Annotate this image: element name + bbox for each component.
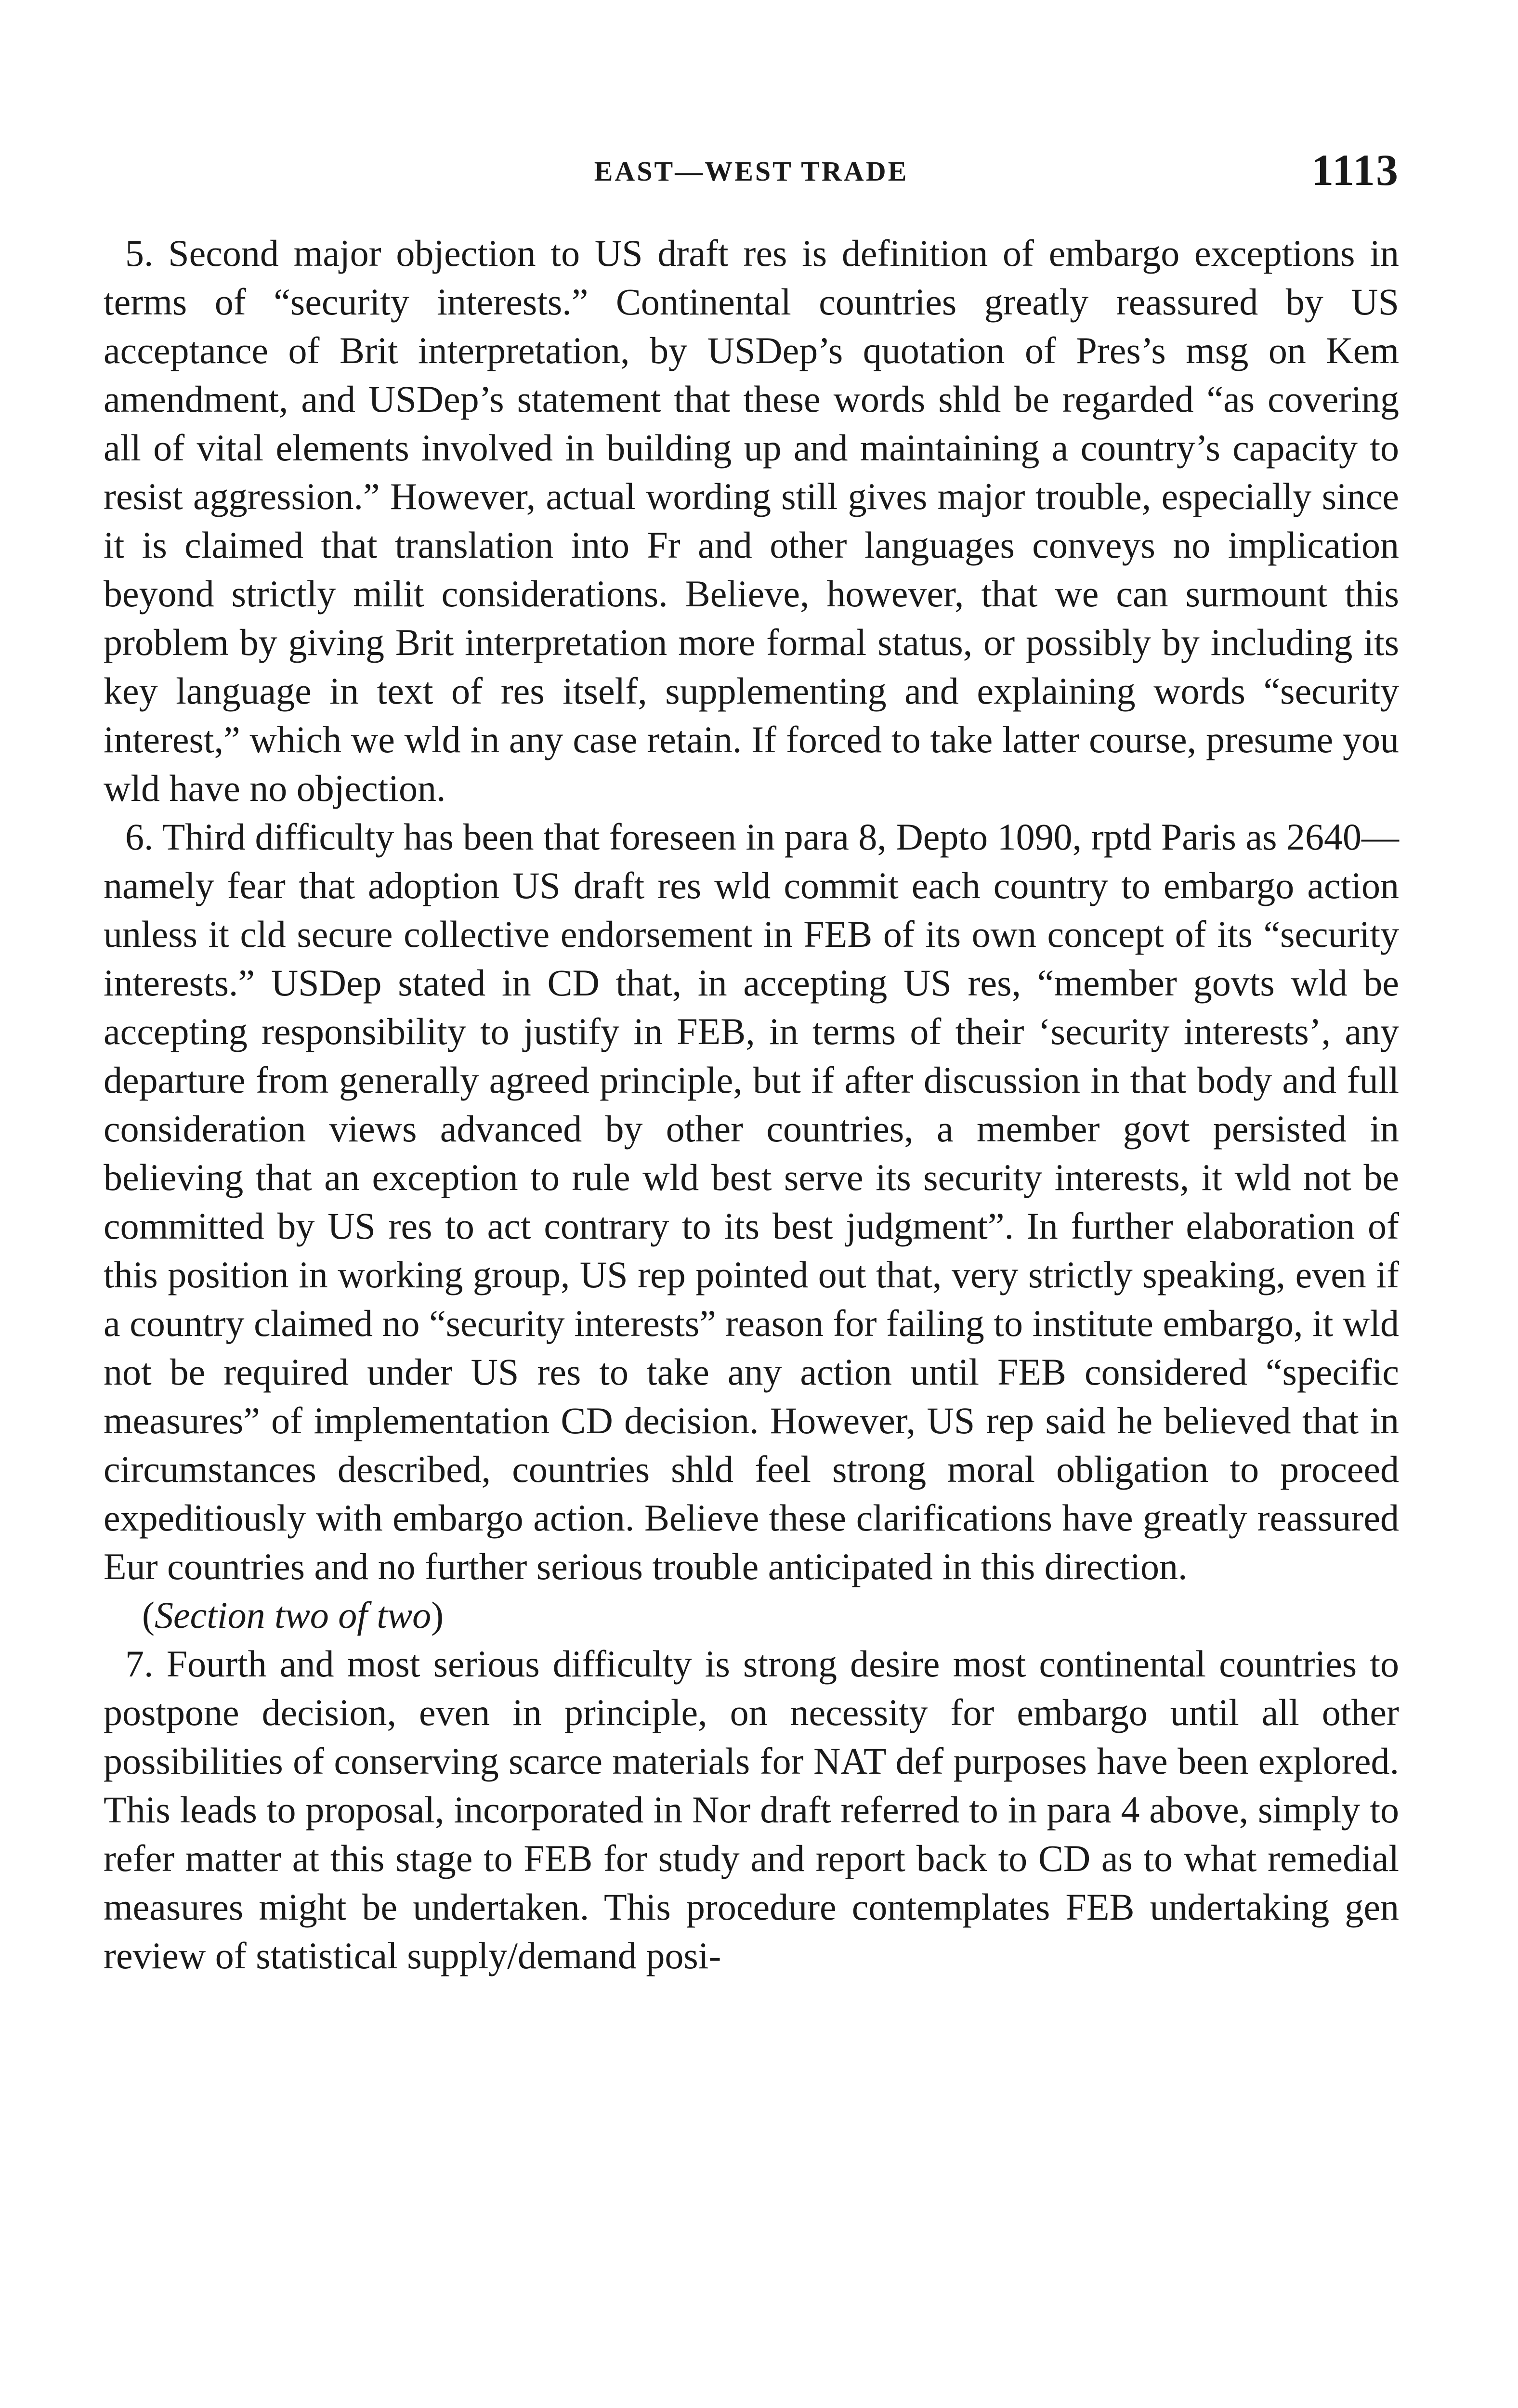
paragraph-5: 5. Second major objection to US draft res is definition of embargo exceptions in terms of “security interests.” Continental countries greatly reassured by US acceptance of Brit interpretation, by USDep’s quotation of Pres’s msg on Kem amendment, and USDep’s statement that these words shld be regarded “as covering all of vital elements involved in building up and maintaining a country’s capacity to resist aggression.” However, actual wording still gives major trouble, especially since it is claimed that translation into Fr and other languages conveys no implication beyond strictly milit considerations. Believe, however, that we can surmount this problem by giving Brit interpretation more formal status, or possibly by including its key language in text of res itself, supplementing and explaining words “security interest,” which we wld in any case retain. If forced to take latter course, presume you wld have no objection.	[104, 232, 1399, 809]
running-head	[104, 144, 1399, 197]
paragraph-6: 6. Third difficulty has been that foreseen in para 8, Depto 1090, rptd Paris as 2640—namely fear that adoption US draft res wld commit each country to embargo action unless it cld secure collective endorsement in FEB of its own concept of its “security interests.” USDep stated in CD that, in accepting US res, “member govts wld be accepting responsibility to justify in FEB, in terms of their ‘security interests’, any departure from generally agreed principle, but if after discussion in that body and full consideration views advanced by other countries, a member govt persisted in believing that an exception to rule wld best serve its security interests, it wld not be committed by US res to act contrary to its best judgment”. In further elaboration of this position in working group, US rep pointed out that, very strictly speaking, even if a country claimed no “security interests” reason for failing to institute embargo, it wld not be required under US res to take any action until FEB considered “specific measures” of implementation CD decision. However, US rep said he believed that in circumstances described, countries shld feel strong moral obligation to proceed expeditiously with embargo action. Believe these clarifications have greatly reassured Eur countries and no further serious trouble anticipated in this direction.	[104, 816, 1399, 1587]
section-note: (Section two of two)	[142, 1594, 444, 1636]
body-text	[104, 229, 1399, 1980]
paragraph-7: 7. Fourth and most serious difficulty is strong desire most continental countries to postpone decision, even in principle, on necessity for embargo until all other possibilities of conserving scarce materials for NAT def purposes have been explored. This leads to proposal, incorporated in Nor draft referred to in para 4 above, simply to refer matter at this stage to FEB for study and report back to CD as to what remedial measures might be undertaken. This procedure contemplates FEB undertaking gen review of statistical supply/demand posi-	[104, 1643, 1399, 1976]
running-title: EAST—WEST TRADE	[594, 156, 909, 187]
page-number: 1113	[1311, 145, 1399, 195]
section-note-text: Section two of two	[154, 1594, 432, 1636]
